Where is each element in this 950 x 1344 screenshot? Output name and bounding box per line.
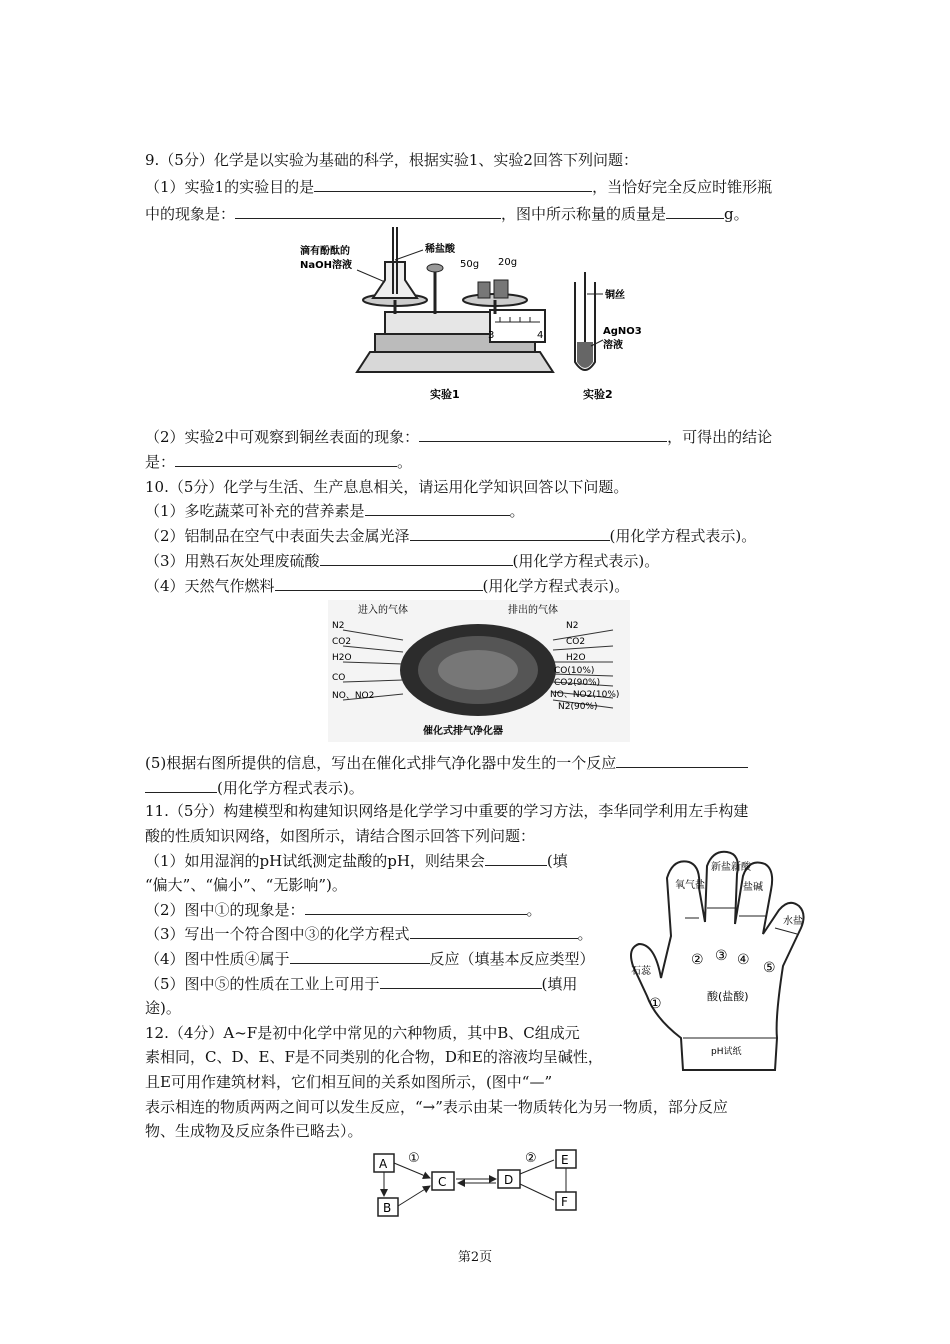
in-gas-n2: N2 [332, 621, 345, 631]
palm-acid-label: 酸(盐酸) [707, 990, 749, 1003]
q9-part1-line1: （1）实验1的实验目的是 ，当恰好完全反应时锥形瓶 [145, 178, 773, 196]
q10-part5-line2: (用化学方程式表示)。 [145, 778, 364, 798]
q10-blank-nutrient [365, 501, 510, 516]
caption-exp2: 实验2 [583, 388, 613, 401]
q11-part1-line1: （1）如用湿润的pH试纸测定盐酸的pH，则结果会 (填 [145, 852, 568, 870]
node-c: C [438, 1175, 447, 1189]
q10-part1: （1）多吃蔬菜可补充的营养素是 。 [145, 502, 525, 520]
q11-part2: （2）图中①的现象是： 。 [145, 901, 542, 919]
q10-part4: （4）天然气作燃料 (用化学方程式表示)。 [145, 577, 630, 595]
q12-line2: 素相同，C、D、E、F是不同类别的化合物，D和E的溶液均呈碱性， [145, 1048, 603, 1066]
q10-catalytic-converter-figure [328, 600, 630, 742]
diagram-circle-2: ② [525, 1151, 537, 1166]
diagram-circle-1: ① [408, 1151, 420, 1166]
q9-title: 9.（5分）化学是以实验为基础的科学，根据实验1、实验2回答下列问题： [145, 151, 638, 169]
node-f: F [561, 1195, 568, 1209]
circle-num-3: ③ [715, 948, 728, 964]
q11-blank-phenomenon [305, 900, 527, 915]
label-naoh: NaOH溶液 [300, 260, 352, 271]
node-d: D [504, 1173, 514, 1187]
q10-blank-reaction-b [145, 778, 217, 793]
q11-part1-line2: “偏大”、“偏小”、“无影响”)。 [145, 876, 347, 894]
q11-blank-reaction-type [290, 949, 430, 964]
q10-blank-natural-gas [275, 576, 483, 591]
q11-part5-line2: 途)。 [145, 999, 181, 1017]
finger-ring: 盐碱 [743, 882, 763, 893]
out-gas-nox-10: NO、NO2(10%) [550, 690, 620, 700]
weight-50g: 50g [460, 259, 480, 270]
q11-blank-use [380, 974, 542, 989]
q11-part4: （4）图中性质④属于 反应（填基本反应类型） [145, 950, 595, 968]
q10-part2: （2）铝制品在空气中表面失去金属光泽 (用化学方程式表示)。 [145, 527, 757, 545]
q9-blank-mass [666, 204, 724, 219]
circle-num-4: ④ [737, 952, 750, 968]
q11-title-line2: 酸的性质知识网络，如图所示，请结合图示回答下列问题： [145, 827, 536, 845]
q11-part3: （3）写出一个符合图中③的化学方程式 。 [145, 925, 593, 943]
finger-index: 氧气盐 [675, 880, 705, 891]
node-a: A [379, 1157, 388, 1171]
q11-hand-diagram [625, 848, 815, 1078]
q9-part1-line2: 中的现象是： ，图中所示称量的质量是 g。 [145, 205, 749, 223]
out-gas-co2-90: CO2(90%) [554, 678, 601, 688]
in-gas-h2o: H2O [332, 653, 352, 663]
q9-experiment-figure [285, 222, 645, 412]
out-gas-co: CO(10%) [554, 666, 595, 676]
label-solution: 溶液 [603, 340, 623, 351]
in-gas-nox: NO、NO2 [332, 691, 375, 701]
page-footer: 第2页 [457, 1250, 493, 1265]
out-gas-co2: CO2 [566, 637, 586, 647]
circle-num-5: ⑤ [763, 960, 776, 976]
wrist-ph-paper: pH试纸 [711, 1047, 742, 1057]
converter-caption: 催化式排气净化器 [423, 726, 503, 737]
q9-part2-line1: （2）实验2中可观察到铜丝表面的现象： ，可得出的结论 [145, 428, 773, 446]
q12-line4: 表示相连的物质两两之间可以发生反应，“→”表示由某一物质转化为另一物质，部分反应 [145, 1098, 728, 1116]
q12-line3: 且E可用作建筑材料，它们相互间的关系如图所示，(图中“—” [145, 1073, 553, 1091]
weight-20g: 20g [498, 257, 518, 268]
scale-number-3: 3 [488, 330, 495, 341]
node-e: E [561, 1153, 569, 1167]
q9-blank-copper-phenomenon [419, 427, 667, 442]
q11-part5-line1: （5）图中⑤的性质在工业上可用于 (填用 [145, 975, 578, 993]
q10-title: 10.（5分）化学与生活、生产息息相关，请运用化学知识回答以下问题。 [145, 478, 629, 496]
circle-num-1: ① [649, 996, 662, 1012]
in-gas-title: 进入的气体 [358, 605, 408, 616]
q10-part3: （3）用熟石灰处理废硫酸 (用化学方程式表示)。 [145, 552, 660, 570]
q9-blank-conclusion [175, 452, 397, 467]
label-agno3: AgNO3 [603, 326, 642, 337]
out-gas-n2-90: N2(90%) [558, 702, 598, 712]
out-gas-title: 排出的气体 [508, 605, 558, 616]
q10-blank-lime [320, 551, 513, 566]
q12-line5: 物、生成物及反应条件已略去）。 [145, 1122, 363, 1140]
finger-thumb-litmus: 石蕊 [631, 966, 651, 977]
label-copper-wire: 铜丝 [605, 290, 625, 301]
q11-blank-ph [485, 851, 547, 866]
label-hcl: 稀盐酸 [425, 244, 455, 255]
q10-blank-aluminum [410, 526, 610, 541]
out-gas-h2o: H2O [566, 653, 586, 663]
finger-little: 水盐 [783, 916, 803, 927]
out-gas-n2: N2 [566, 621, 579, 631]
scale-number-4: 4 [537, 330, 544, 341]
q9-blank-purpose [314, 177, 592, 192]
q10-blank-reaction-a [616, 753, 748, 768]
caption-exp1: 实验1 [430, 388, 460, 401]
node-b: B [383, 1201, 392, 1215]
finger-middle: 新盐新酸 [711, 862, 751, 873]
label-phenolphthalein: 滴有酚酞的 [300, 246, 350, 257]
q11-blank-equation [410, 924, 578, 939]
q11-title-line1: 11.（5分）构建模型和构建知识网络是化学学习中重要的学习方法，李华同学利用左手构建 [145, 802, 749, 820]
in-gas-co2: CO2 [332, 637, 352, 647]
q12-relation-diagram [370, 1146, 580, 1220]
q10-part5-line1: (5)根据右图所提供的信息，写出在催化式排气净化器中发生的一个反应 [145, 753, 748, 773]
circle-num-2: ② [691, 952, 704, 968]
q9-part2-line2: 是： 。 [145, 453, 413, 471]
q12-line1: 12.（4分）A~F是初中化学中常见的六种物质，其中B、C组成元 [145, 1024, 580, 1042]
in-gas-co: CO [332, 673, 346, 683]
q9-blank-phenomenon [235, 204, 501, 219]
